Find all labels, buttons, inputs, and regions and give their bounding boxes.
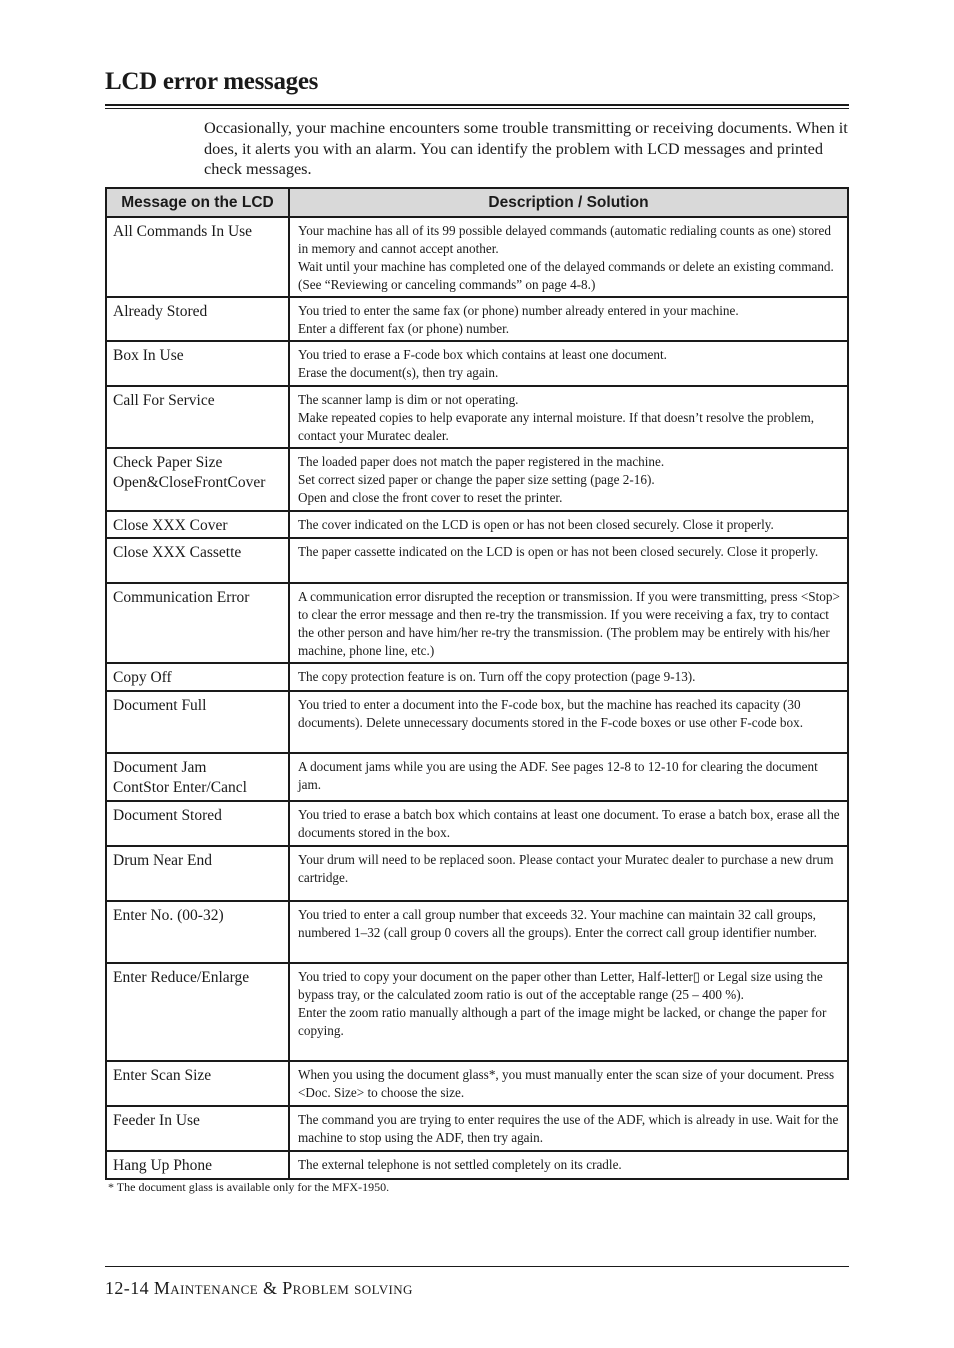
error-messages-table [105, 187, 849, 1180]
table-row [106, 1061, 848, 1106]
table-row [106, 386, 848, 448]
footnote: * The document glass is available only for the MFX-1950. [108, 1180, 390, 1194]
table-row [106, 663, 848, 691]
description-cell: When you using the document glass*, you must manually enter the scan size of your document. Press <Doc. Size> to choose the size. [289, 1061, 848, 1106]
description-cell: The scanner lamp is dim or not operating. Make repeated copies to help evaporate any internal moisture. If that doesn’t resolve the problem, contact your Muratec dealer. [289, 386, 848, 448]
page-footer: 12-14 Maintenance & Problem solving [105, 1278, 413, 1298]
lcd-message-cell: Call For Service [106, 386, 289, 448]
table-row [106, 297, 848, 341]
table-row [106, 217, 848, 297]
table-row [106, 846, 848, 901]
table-row [106, 1106, 848, 1151]
description-cell: A document jams while you are using the ADF. See pages 12-8 to 12-10 for clearing the document jam. [289, 753, 848, 801]
lcd-message-cell: Hang Up Phone [106, 1151, 289, 1179]
column-header-message: Message on the LCD [106, 188, 289, 217]
lcd-message-cell: Check Paper Size Open&CloseFrontCover [106, 448, 289, 511]
table-row [106, 538, 848, 583]
description-cell: You tried to erase a F-code box which contains at least one document. Erase the document(s), then try again. [289, 341, 848, 386]
lcd-message-cell: Already Stored [106, 297, 289, 341]
footer-rule [105, 1266, 849, 1267]
description-cell: Your machine has all of its 99 possible delayed commands (automatic redialing counts as one) stored in memory and cannot accept another. Wait until your machine has completed one of the delayed commands or delete an existing command. (See “Reviewing or canceling commands” on page 4-8.) [289, 217, 848, 297]
table-row [106, 1151, 848, 1179]
lcd-message-cell: Document Full [106, 691, 289, 753]
description-cell: Your drum will need to be replaced soon. Please contact your Muratec dealer to purchase a new drum cartridge. [289, 846, 848, 901]
description-cell: You tried to copy your document on the paper other than Letter, Half-letter▯ or Legal size using the bypass tray, or the calculated zoom ratio is out of the acceptable range (25 – 400 %). Enter the zoom ratio manually although a part of the image might be lacked, or change the paper for copying. [289, 963, 848, 1061]
lcd-message-cell: All Commands In Use [106, 217, 289, 297]
lcd-message-cell: Enter Reduce/Enlarge [106, 963, 289, 1061]
description-cell: You tried to enter the same fax (or phone) number already entered in your machine. Enter a different fax (or phone) number. [289, 297, 848, 341]
description-cell: The copy protection feature is on. Turn off the copy protection (page 9-13). [289, 663, 848, 691]
description-cell: The paper cassette indicated on the LCD is open or has not been closed securely. Close it properly. [289, 538, 848, 583]
title-rule [105, 104, 849, 106]
table-header-row [106, 188, 848, 217]
table-row [106, 341, 848, 386]
table-row [106, 753, 848, 801]
page-title: LCD error messages [105, 68, 319, 95]
lcd-message-cell: Document Stored [106, 801, 289, 846]
lcd-message-cell: Box In Use [106, 341, 289, 386]
table-body [106, 217, 848, 1179]
lcd-message-cell: Close XXX Cassette [106, 538, 289, 583]
description-cell: The external telephone is not settled completely on its cradle. [289, 1151, 848, 1179]
table-row [106, 901, 848, 963]
lcd-message-cell: Enter Scan Size [106, 1061, 289, 1106]
table-row [106, 583, 848, 663]
description-cell: You tried to enter a document into the F-code box, but the machine has reached its capacity (30 documents). Delete unnecessary documents stored in the F-code boxes or use other F-code box. [289, 691, 848, 753]
description-cell: You tried to erase a batch box which contains at least one document. To erase a batch box, erase all the documents stored in the box. [289, 801, 848, 846]
column-header-description: Description / Solution [289, 188, 848, 217]
description-cell: You tried to enter a call group number that exceeds 32. Your machine can maintain 32 call groups, numbered 1–32 (call group 0 covers all the groups). Enter the correct call group identifier number. [289, 901, 848, 963]
table-row [106, 801, 848, 846]
lcd-message-cell: Communication Error [106, 583, 289, 663]
table-row [106, 963, 848, 1061]
table-row [106, 448, 848, 511]
intro-paragraph: Occasionally, your machine encounters some trouble transmitting or receiving documents. When it does, it alerts you with an alarm. You can identify the problem with LCD messages and printed check messages. [204, 118, 848, 178]
lcd-message-cell: Drum Near End [106, 846, 289, 901]
lcd-message-cell: Document Jam ContStor Enter/Cancl [106, 753, 289, 801]
description-cell: The loaded paper does not match the paper registered in the machine. Set correct sized paper or change the paper size setting (page 2-16). Open and close the front cover to reset the printer. [289, 448, 848, 511]
lcd-message-cell: Enter No. (00-32) [106, 901, 289, 963]
table-row [106, 511, 848, 538]
lcd-message-cell: Feeder In Use [106, 1106, 289, 1151]
lcd-message-cell: Copy Off [106, 663, 289, 691]
description-cell: The command you are trying to enter requires the use of the ADF, which is already in use. Wait for the machine to stop using the ADF, then try again. [289, 1106, 848, 1151]
lcd-message-cell: Close XXX Cover [106, 511, 289, 538]
title-rule-thin [105, 108, 849, 109]
table-row [106, 691, 848, 753]
description-cell: A communication error disrupted the reception or transmission. If you were transmitting, press <Stop> to clear the error message and then re-try the transmission. If you were receiving a fax, try to contact the other person and have him/her re-try the transmission. (The problem may be entirely with his/her machine, phone line, etc.) [289, 583, 848, 663]
description-cell: The cover indicated on the LCD is open or has not been closed securely. Close it properly. [289, 511, 848, 538]
